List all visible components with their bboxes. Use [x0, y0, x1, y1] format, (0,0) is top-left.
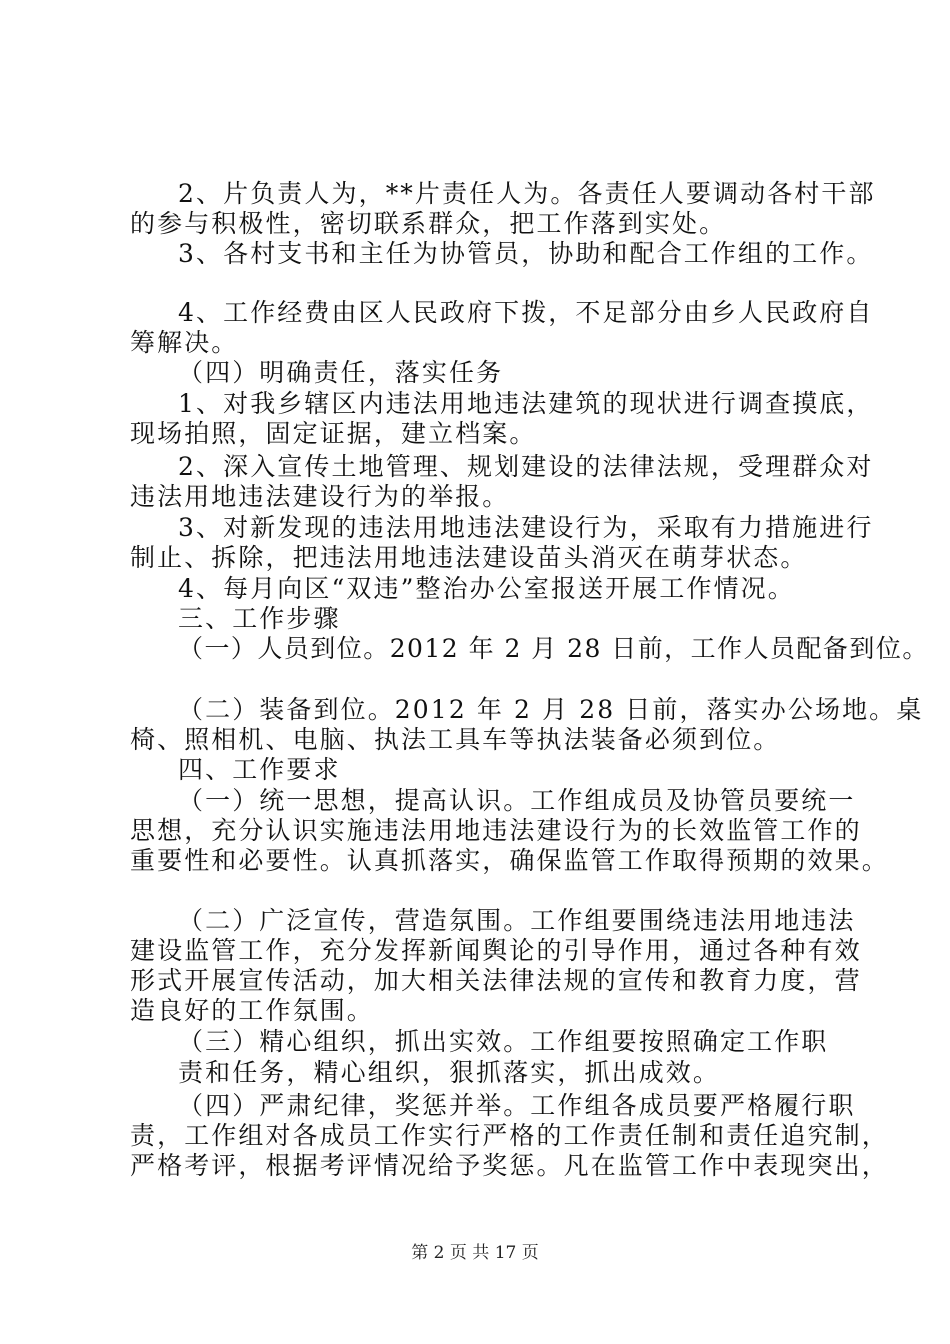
text-line: （二）装备到位。2012 年 2 月 28 日前，落实办公场地。桌	[178, 695, 924, 724]
text-line: 建设监管工作，充分发挥新闻舆论的引导作用，通过各种有效	[130, 936, 862, 965]
text-line: 重要性和必要性。认真抓落实，确保监管工作取得预期的效果。	[130, 846, 889, 875]
section-heading: 四、工作要求	[178, 755, 341, 784]
text-line: （一）统一思想，提高认识。工作组成员及协管员要统一	[178, 786, 856, 815]
text-line: 制止、拆除，把违法用地违法建设苗头消灭在萌芽状态。	[130, 543, 808, 572]
text-line: （三）精心组织，抓出实效。工作组要按照确定工作职	[178, 1027, 829, 1056]
text-line: 思想，充分认识实施违法用地违法建设行为的长效监管工作的	[130, 816, 862, 845]
text-line: 责和任务，精心组织，狠抓落实，抓出成效。	[178, 1058, 721, 1087]
text-line: 筹解决。	[130, 328, 239, 357]
page-footer: 第 2 页 共 17 页	[411, 1243, 539, 1263]
text-line: 1、对我乡辖区内违法用地违法建筑的现状进行调查摸底，	[178, 389, 874, 418]
text-line: 责，工作组对各成员工作实行严格的工作责任制和责任追究制，	[130, 1121, 889, 1150]
text-line: （一）人员到位。2012 年 2 月 28 日前，工作人员配备到位。	[178, 634, 929, 663]
text-line: 4、每月向区“双违”整治办公室报送开展工作情况。	[178, 574, 795, 603]
text-line: 3、对新发现的违法用地违法建设行为，采取有力措施进行	[178, 513, 874, 542]
text-line: 形式开展宣传活动，加大相关法律法规的宣传和教育力度，营	[130, 966, 862, 995]
text-line: 违法用地违法建设行为的举报。	[130, 482, 510, 511]
text-line: 2、深入宣传土地管理、规划建设的法律法规，受理群众对	[178, 452, 874, 481]
text-line: （二）广泛宣传，营造氛围。工作组要围绕违法用地违法	[178, 906, 856, 935]
text-line: 的参与积极性，密切联系群众，把工作落到实处。	[130, 209, 727, 238]
text-line: （四）严肃纪律，奖惩并举。工作组各成员要严格履行职	[178, 1091, 856, 1120]
text-line: 4、工作经费由区人民政府下拨，不足部分由乡人民政府自	[178, 298, 874, 327]
section-heading: 三、工作步骤	[178, 604, 341, 633]
text-line: 3、各村支书和主任为协管员，协助和配合工作组的工作。	[178, 239, 874, 268]
text-line: 严格考评，根据考评情况给予奖惩。凡在监管工作中表现突出，	[130, 1151, 889, 1180]
text-line: 椅、照相机、电脑、执法工具车等执法装备必须到位。	[130, 725, 781, 754]
text-line: 现场拍照，固定证据，建立档案。	[130, 419, 537, 448]
text-line: 造良好的工作氛围。	[130, 996, 374, 1025]
section-heading: （四）明确责任，落实任务	[178, 358, 504, 387]
text-line: 2、片负责人为，**片责任人为。各责任人要调动各村干部	[178, 179, 876, 208]
